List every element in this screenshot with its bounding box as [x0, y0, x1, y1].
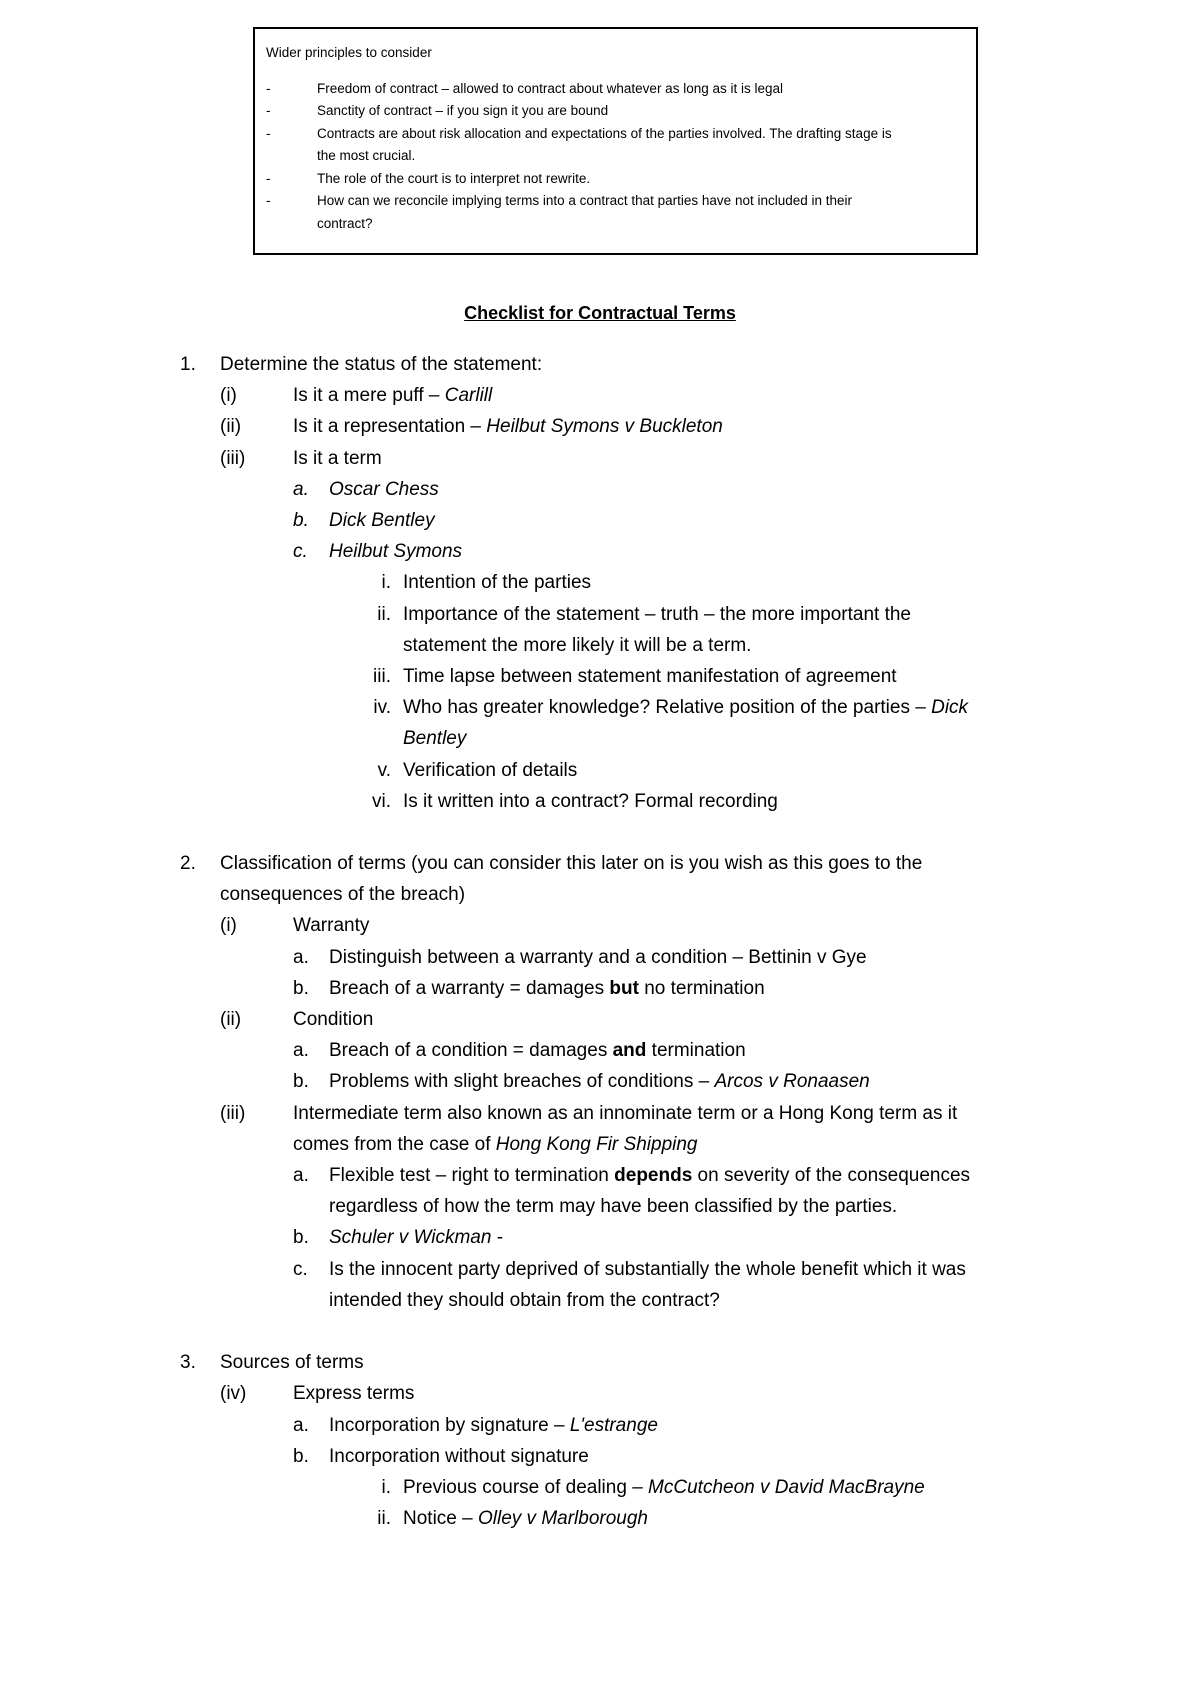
list-item: a. Oscar Chess [293, 478, 439, 500]
principle-item-continuation [266, 145, 964, 168]
principle-text: Sanctity of contract – if you sign it you are bound [317, 103, 609, 118]
list-item: b. Breach of a warranty = damages but no termination [293, 977, 765, 999]
bullet-dash: - [266, 170, 271, 186]
list-item: (i) Warranty [220, 915, 370, 937]
list-item: i. Intention of the parties [381, 572, 592, 594]
list-item: b. Dick Bentley [293, 510, 435, 532]
bullet-dash: - [266, 103, 271, 118]
list-item: (i) Is it a mere puff – Carlill [220, 385, 493, 407]
list-item: a. Distinguish between a warranty and a condition – Bettinin v Gye [293, 946, 867, 968]
principle-item [266, 78, 964, 101]
list-item: ii. Importance of the statement – truth – the more important the [377, 603, 911, 625]
list-item: c. Heilbut Symons [293, 541, 463, 563]
section-1-title: 1. Determine the status of the statement: [180, 354, 543, 375]
box-title: Wider principles to consider [266, 45, 432, 60]
checklist [0, 349, 1200, 1534]
list-item: c. Is the innocent party deprived of substantially the whole benefit which it was [293, 1258, 966, 1280]
bullet-dash: - [266, 193, 271, 208]
principle-item-continuation [266, 213, 964, 236]
list-item-continuation: comes from the case of Hong Kong Fir Shipping [293, 1133, 698, 1155]
list-item: vi. Is it written into a contract? Formal recording [372, 790, 778, 812]
principle-item [266, 123, 964, 146]
list-item: b. Problems with slight breaches of conditions – Arcos v Ronaasen [293, 1071, 870, 1093]
principle-item [266, 190, 964, 213]
list-item: i. Previous course of dealing – McCutcheon v David MacBrayne [381, 1476, 925, 1498]
list-item: iii. Time lapse between statement manifestation of agreement [373, 666, 897, 688]
list-item: (iii) Intermediate term also known as an innominate term or a Hong Kong term as it [220, 1102, 958, 1124]
list-item: a. Breach of a condition = damages and termination [293, 1040, 746, 1062]
principle-text: Freedom of contract – allowed to contract about whatever as long as it is legal [317, 80, 784, 96]
page-title: Checklist for Contractual Terms [464, 303, 736, 323]
list-item: (iv) Express terms [220, 1383, 415, 1405]
list-item-continuation: Bentley [403, 728, 467, 750]
list-item: b. Incorporation without signature [293, 1445, 589, 1467]
principles-box [253, 27, 978, 255]
principle-item [266, 100, 964, 123]
section-3-title: 3. Sources of terms [180, 1352, 364, 1374]
list-item: (iii) Is it a term [220, 447, 382, 469]
principle-text: contract? [317, 215, 373, 231]
list-item-continuation: intended they should obtain from the contract? [329, 1289, 720, 1311]
list-item: v. Verification of details [377, 759, 578, 781]
principle-item [266, 168, 964, 191]
section-2-title: 2. Classification of terms (you can consider this later on is you wish as this goes to the [180, 853, 923, 875]
list-item: iv. Who has greater knowledge? Relative position of the parties – Dick [373, 697, 969, 719]
list-item: b. Schuler v Wickman - [293, 1227, 504, 1249]
principle-text: How can we reconcile implying terms into a contract that parties have not included in their [317, 193, 853, 208]
list-item: a. Incorporation by signature – L'estrange [293, 1414, 658, 1436]
bullet-dash: - [266, 125, 271, 141]
list-item: (ii) Condition [220, 1009, 374, 1031]
list-item: ii. Notice – Olley v Marlborough [377, 1508, 649, 1530]
section-2-title-continuation: consequences of the breach) [220, 884, 466, 906]
principle-text: the most crucial. [317, 148, 416, 163]
list-item-continuation: statement the more likely it will be a term. [403, 634, 752, 656]
principles-list [266, 78, 964, 236]
bullet-dash: - [266, 80, 271, 96]
list-item: a. Flexible test – right to termination depends on severity of the consequences [293, 1165, 971, 1187]
list-item-continuation: regardless of how the term may have been classified by the parties. [329, 1196, 898, 1218]
principle-text: Contracts are about risk allocation and expectations of the parties involved. The drafting stage is [317, 125, 892, 141]
principle-text: The role of the court is to interpret not rewrite. [317, 170, 591, 186]
list-item: (ii) Is it a representation – Heilbut Symons v Buckleton [220, 416, 723, 438]
